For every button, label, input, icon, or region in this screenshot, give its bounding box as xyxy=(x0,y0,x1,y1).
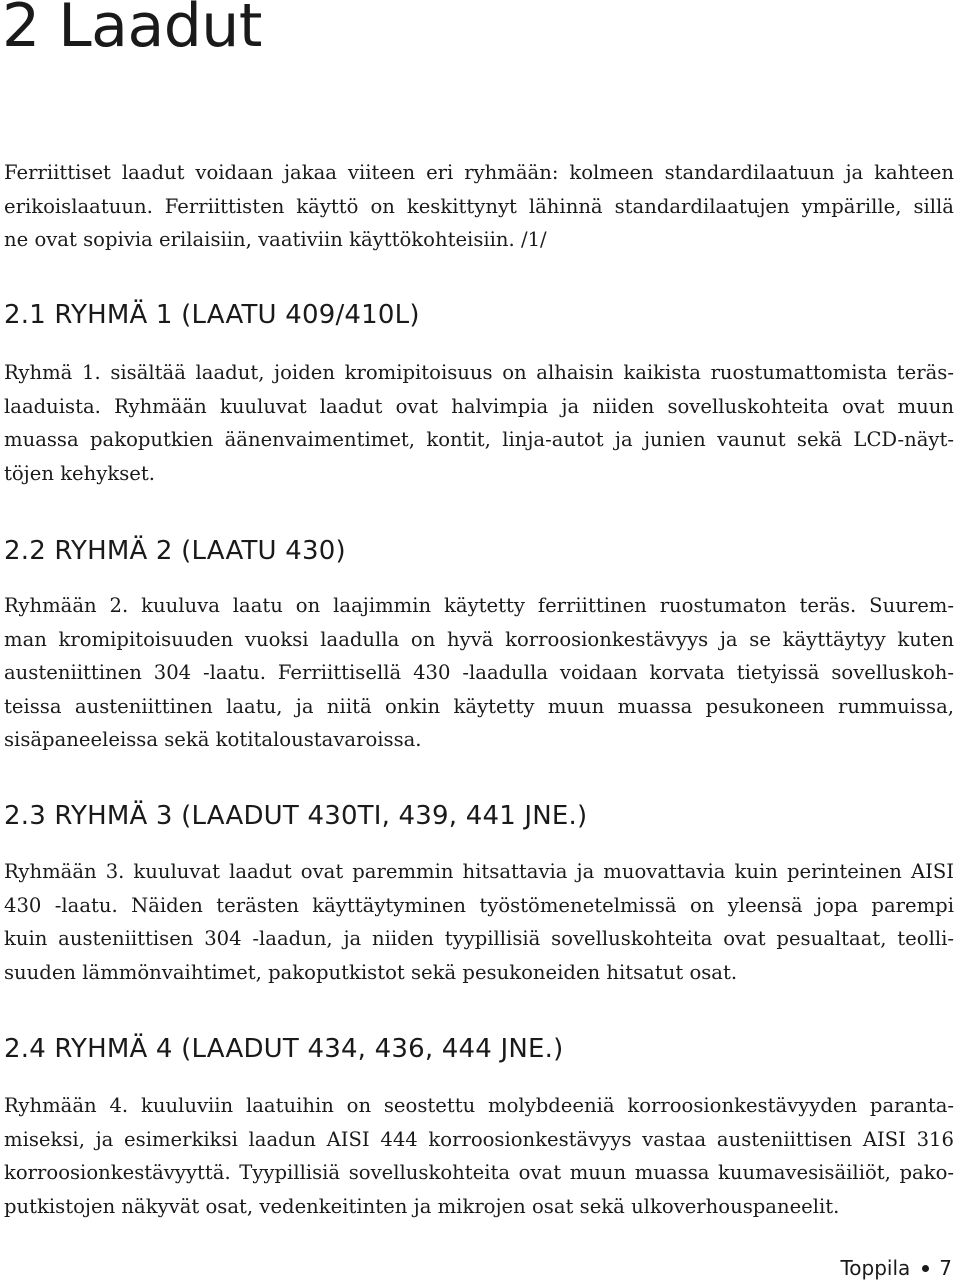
text-line: Ryhmä 1. sisältää laadut, joiden kromipitoisuus on alhaisin kaikista ruostumattomista teräs- xyxy=(4,361,954,384)
text-line: Ferriittiset laadut voidaan jakaa viiteen eri ryhmään: kolmeen standardilaatuun ja kahteen xyxy=(4,161,954,184)
text-line: erikoislaatuun. Ferriittisten käyttö on keskittynyt lähinnä standardilaatujen ympärille, sillä xyxy=(4,194,954,218)
footer-brand: Toppila xyxy=(840,1256,911,1280)
section-heading-ryhma-4: 2.4 RYHMÄ 4 (LAADUT 434, 436, 444 JNE.) xyxy=(4,1034,564,1064)
bullet-icon xyxy=(922,1265,929,1272)
section-paragraph-ryhma-2 xyxy=(4,589,954,757)
text-line: laaduista. Ryhmään kuuluvat laadut ovat halvimpia ja niiden sovelluskohteita ovat muun xyxy=(4,394,954,418)
text-line: ne ovat sopivia erilaisiin, vaativiin käyttökohteisiin. /1/ xyxy=(4,228,547,252)
section-heading-ryhma-3: 2.3 RYHMÄ 3 (LAADUT 430TI, 439, 441 JNE.) xyxy=(4,801,588,831)
section-paragraph-ryhma-3 xyxy=(4,855,954,989)
text-line: muassa pakoputkien äänenvaimentimet, kontit, linja-autot ja junien vaunut sekä LCD-näyt- xyxy=(4,428,954,452)
text-line: sisäpaneeleissa sekä kotitaloustavaroissa. xyxy=(4,728,422,752)
section-paragraph-ryhma-1 xyxy=(4,356,954,490)
text-line: austeniittinen 304 -laatu. Ferriittisellä 430 -laadulla voidaan korvata tietyissä sovelluskoh- xyxy=(4,661,954,685)
text-line: töjen kehykset. xyxy=(4,461,155,485)
intro-paragraph xyxy=(4,156,954,257)
text-line: Ryhmään 2. kuuluva laatu on laajimmin käytetty ferriittinen ruostumaton teräs. Suurem- xyxy=(4,594,954,617)
page-number: 7 xyxy=(939,1256,952,1280)
chapter-title: 2 Laadut xyxy=(2,0,262,61)
section-heading-ryhma-1: 2.1 RYHMÄ 1 (LAATU 409/410L) xyxy=(4,300,420,330)
text-line: putkistojen näkyvät osat, vedenkeitinten ja mikrojen osat sekä ulkoverhouspaneelit. xyxy=(4,1194,840,1218)
text-line: Ryhmään 3. kuuluvat laadut ovat paremmin hitsattavia ja muovattavia kuin perinteinen AISI xyxy=(4,860,954,883)
page-footer xyxy=(840,1256,952,1280)
text-line: 430 -laatu. Näiden terästen käyttäytyminen työstömenetelmissä on yleensä jopa parempi xyxy=(4,893,954,917)
text-line: man kromipitoisuuden vuoksi laadulla on hyvä korroosionkestävyys ja se käyttäytyy kuten xyxy=(4,627,954,651)
text-line: korroosionkestävyyttä. Tyypillisiä sovelluskohteita ovat muun muassa kuumavesisäiliöt, pako- xyxy=(4,1161,954,1185)
section-heading-ryhma-2: 2.2 RYHMÄ 2 (LAATU 430) xyxy=(4,536,346,566)
section-paragraph-ryhma-4 xyxy=(4,1089,954,1223)
text-line: miseksi, ja esimerkiksi laadun AISI 444 korroosionkestävyys vastaa austeniittisen AISI 316 xyxy=(4,1127,954,1151)
text-line: suuden lämmönvaihtimet, pakoputkistot sekä pesukoneiden hitsatut osat. xyxy=(4,960,738,984)
text-line: kuin austeniittisen 304 -laadun, ja niiden tyypillisiä sovelluskohteita ovat pesualtaat, teolli- xyxy=(4,927,954,951)
text-line: teissa austeniittinen laatu, ja niitä onkin käytetty muun muassa pesukoneen rummuissa, xyxy=(4,694,954,718)
text-line: Ryhmään 4. kuuluviin laatuihin on seostettu molybdeeniä korroosionkestävyyden paranta- xyxy=(4,1094,954,1117)
